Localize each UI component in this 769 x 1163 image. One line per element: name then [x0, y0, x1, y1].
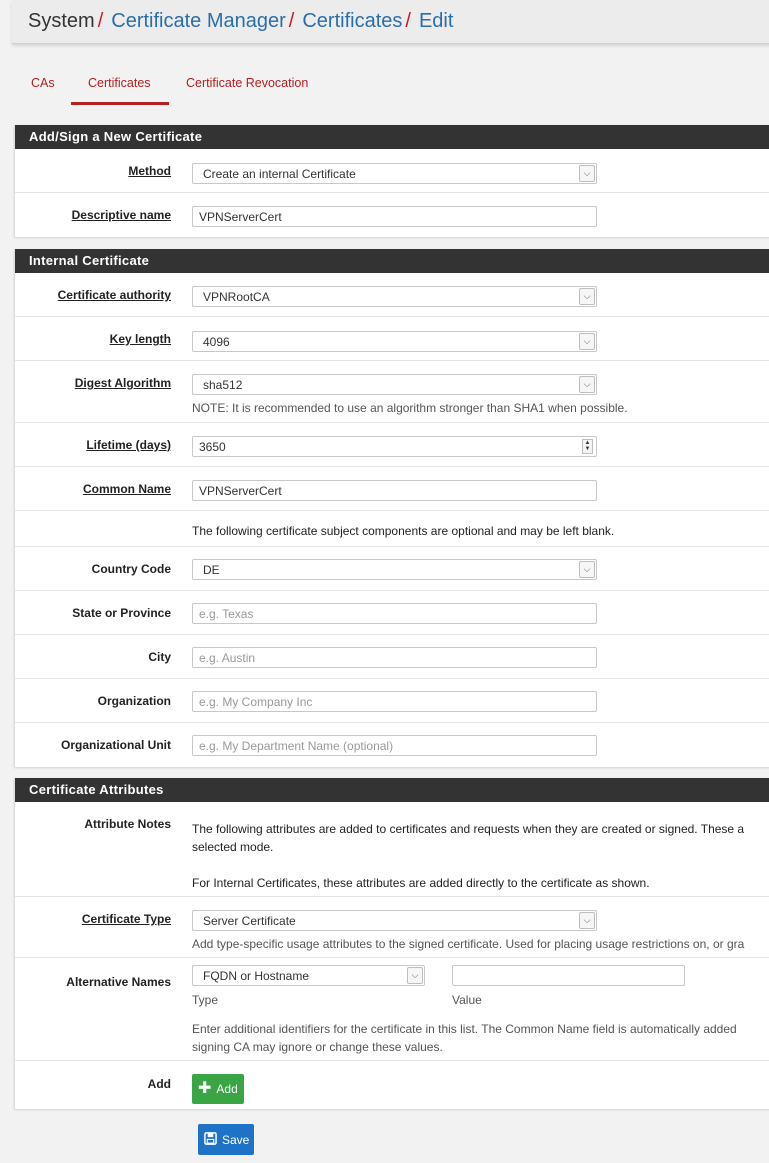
key-length-select[interactable]: [192, 331, 597, 352]
chevron-down-icon: ⌵: [579, 376, 595, 393]
alt-name-type-caption: Type: [192, 993, 219, 1007]
row-city: [15, 635, 769, 679]
chevron-down-icon: ⌵: [579, 561, 595, 578]
digest-algorithm-value: sha512: [203, 378, 243, 392]
breadcrumb-separator: /: [97, 10, 104, 32]
row-attribute-notes: [15, 802, 769, 897]
attribute-notes-label: Attribute Notes: [84, 817, 171, 831]
row-optional-note: [15, 511, 769, 547]
save-icon: [204, 1132, 217, 1147]
organization-label: Organization: [97, 694, 171, 708]
chevron-down-icon: ⌵: [579, 288, 595, 305]
chevron-down-icon: ⌵: [579, 912, 595, 929]
chevron-down-icon: ⌵: [407, 967, 423, 984]
state-label: State or Province: [72, 606, 171, 620]
attribute-notes-line1: The following attributes are added to certificates and requests when they are created or signed. These a: [192, 822, 745, 836]
country-code-label: Country Code: [91, 562, 171, 576]
method-label: Method: [128, 164, 171, 178]
descriptive-name-label: Descriptive name: [71, 208, 171, 222]
row-certificate-authority: [15, 273, 769, 317]
row-digest-algorithm: [15, 361, 769, 423]
breadcrumb-separator: /: [288, 10, 295, 32]
alt-name-value-caption: Value: [452, 993, 482, 1007]
certificate-authority-label: Certificate authority: [57, 288, 171, 302]
alt-name-type-value: FQDN or Hostname: [203, 969, 310, 983]
common-name-label: Common Name: [82, 482, 171, 496]
certificate-authority-value: VPNRootCA: [203, 290, 270, 304]
attribute-notes-line3: For Internal Certificates, these attributes are added directly to the certificate as shown.: [192, 876, 650, 890]
state-input[interactable]: e.g. Texas: [192, 603, 597, 624]
alternative-names-label: Alternative Names: [66, 975, 171, 989]
alt-name-value-input[interactable]: [452, 965, 685, 986]
optional-note-text: The following certificate subject components are optional and may be left blank.: [192, 524, 615, 538]
row-lifetime: [15, 423, 769, 467]
spinner-icon[interactable]: ▲ ▼: [582, 439, 593, 454]
breadcrumb-edit[interactable]: Edit: [418, 10, 454, 32]
alternative-names-help2: signing CA may ignore or change these values.: [192, 1040, 443, 1054]
save-button[interactable]: [198, 1124, 254, 1155]
row-alternative-names: [15, 958, 769, 1061]
row-organizational-unit: [15, 723, 769, 767]
key-length-label: Key length: [109, 332, 171, 346]
chevron-down-icon: ⌵: [579, 333, 595, 350]
key-length-value: 4096: [203, 335, 230, 349]
add-button[interactable]: [192, 1074, 244, 1104]
country-code-value: DE: [203, 563, 220, 577]
common-name-input[interactable]: VPNServerCert: [192, 480, 597, 501]
breadcrumb-separator: /: [405, 10, 411, 32]
organization-input[interactable]: e.g. My Company Inc: [192, 691, 597, 712]
panel-title: Add/Sign a New Certificate: [15, 125, 769, 149]
row-common-name: [15, 467, 769, 511]
method-value: Create an internal Certificate: [203, 167, 356, 181]
digest-algorithm-select[interactable]: [192, 374, 597, 395]
certificate-type-value: Server Certificate: [203, 914, 296, 928]
organizational-unit-label: Organizational Unit: [60, 738, 171, 752]
certificate-type-label: Certificate Type: [81, 912, 171, 926]
row-certificate-type: [15, 897, 769, 958]
row-descriptive-name: [15, 193, 769, 237]
certificate-type-select[interactable]: [192, 910, 597, 931]
certificate-authority-select[interactable]: [192, 286, 597, 307]
row-add: [15, 1061, 769, 1109]
row-country-code: [15, 547, 769, 591]
panel-internal-certificate: [14, 249, 769, 767]
attribute-notes-line2: selected mode.: [192, 840, 274, 854]
digest-algorithm-label: Digest Algorithm: [74, 376, 171, 390]
method-select[interactable]: [192, 163, 597, 184]
alt-name-type-select[interactable]: [192, 965, 425, 986]
panel-certificate-attributes: [14, 778, 769, 1109]
row-key-length: [15, 317, 769, 361]
breadcrumb-certificates[interactable]: Certificates: [302, 10, 403, 32]
panel-add-sign: [14, 125, 769, 237]
lifetime-value: 3650: [199, 440, 226, 454]
descriptive-name-input[interactable]: VPNServerCert: [192, 206, 597, 227]
panel-title: Internal Certificate: [15, 249, 769, 273]
certificate-type-help: Add type-specific usage attributes to the signed certificate. Used for placing usage restrictions on, or gra: [192, 937, 745, 951]
tab-certificates[interactable]: Certificates: [71, 64, 169, 105]
panel-title: Certificate Attributes: [15, 778, 769, 802]
breadcrumb-system: System: [28, 10, 95, 32]
tab-bar: [14, 64, 325, 105]
lifetime-label: Lifetime (days): [86, 438, 171, 452]
row-organization: [15, 679, 769, 723]
digest-algorithm-help: NOTE: It is recommended to use an algorithm stronger than SHA1 when possible.: [192, 401, 628, 415]
organizational-unit-input[interactable]: e.g. My Department Name (optional): [192, 735, 597, 756]
tab-cas[interactable]: CAs: [31, 76, 55, 90]
city-input[interactable]: e.g. Austin: [192, 647, 597, 668]
tab-certificate-revocation[interactable]: Certificate Revocation: [186, 76, 309, 90]
city-label: City: [148, 650, 171, 664]
country-code-select[interactable]: [192, 559, 597, 580]
add-label: Add: [147, 1077, 171, 1091]
breadcrumb: [12, 0, 769, 44]
plus-icon: ✚: [198, 1080, 212, 1097]
alternative-names-help1: Enter additional identifiers for the certificate in this list. The Common Name field is automatically added: [192, 1022, 737, 1036]
save-button-label: Save: [222, 1132, 250, 1147]
row-state: [15, 591, 769, 635]
add-button-label: Add: [216, 1082, 238, 1096]
breadcrumb-certificate-manager[interactable]: Certificate Manager: [111, 10, 286, 32]
lifetime-input[interactable]: [192, 436, 597, 457]
chevron-down-icon: ⌵: [579, 165, 595, 182]
row-method: [15, 149, 769, 193]
